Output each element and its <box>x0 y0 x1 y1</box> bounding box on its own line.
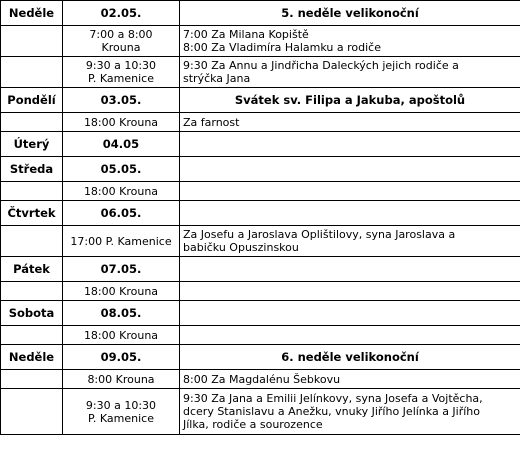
mass-time-place <box>63 226 180 257</box>
day-date: 04.05 <box>63 132 180 157</box>
mass-time-place <box>63 389 180 435</box>
time-line: P. Kamenice <box>88 72 154 85</box>
day-date: 03.05. <box>63 88 180 113</box>
day-header-row <box>1 1 520 26</box>
mass-row <box>1 389 520 435</box>
mass-time-place <box>63 57 180 88</box>
day-header-row <box>1 345 520 370</box>
intention-line: babičku Opuszinskou <box>183 241 299 254</box>
feast-name: Svátek sv. Filipa a Jakuba, apoštolů <box>180 88 520 113</box>
feast-name: 5. neděle velikonoční <box>180 1 520 26</box>
time-line: 9:30 a 10:30 <box>85 398 157 412</box>
mass-time-place <box>63 326 180 345</box>
day-date: 07.05. <box>63 257 180 282</box>
mass-intention <box>180 113 520 132</box>
time-line: 18:00 Krouna <box>83 284 159 298</box>
day-name: Pondělí <box>1 88 63 113</box>
mass-row <box>1 326 520 345</box>
day-header-row <box>1 201 520 226</box>
mass-row <box>1 57 520 88</box>
intention-line <box>183 185 517 198</box>
mass-time-place <box>63 182 180 201</box>
mass-row <box>1 182 520 201</box>
mass-time-place <box>63 113 180 132</box>
empty-cell <box>1 282 63 301</box>
mass-row <box>1 226 520 257</box>
time-line: Krouna <box>101 41 141 54</box>
mass-intention <box>180 370 520 389</box>
intention-line: strýčka Jana <box>183 72 251 85</box>
mass-intention <box>180 26 520 57</box>
mass-time-place <box>63 26 180 57</box>
mass-time-place <box>63 282 180 301</box>
mass-intention <box>180 389 520 435</box>
time-line: 18:00 Krouna <box>83 328 159 342</box>
mass-intention <box>180 226 520 257</box>
mass-row <box>1 370 520 389</box>
intention-line: Za Josefu a Jaroslava Oplištilovy, syna Jaroslava a <box>183 228 456 241</box>
day-name: Neděle <box>1 1 63 26</box>
mass-intention <box>180 326 520 345</box>
day-header-row <box>1 132 520 157</box>
mass-intention <box>180 282 520 301</box>
day-date: 02.05. <box>63 1 180 26</box>
intention-line: dcery Stanislavu a Anežku, vnuky Jiřího Jelínka a Jiřího <box>183 405 481 418</box>
feast-name <box>180 132 520 157</box>
intention-line: 8:00 Za Vladimíra Halamku a rodiče <box>183 41 381 54</box>
empty-cell <box>1 57 63 88</box>
feast-name <box>180 301 520 326</box>
day-name: Čtvrtek <box>1 201 63 226</box>
empty-cell <box>1 226 63 257</box>
day-header-row <box>1 257 520 282</box>
mass-row <box>1 113 520 132</box>
time-line: 8:00 Krouna <box>87 372 155 386</box>
day-date: 06.05. <box>63 201 180 226</box>
time-line: 18:00 Krouna <box>83 115 159 129</box>
intention-line <box>183 329 517 342</box>
mass-row <box>1 26 520 57</box>
intention-line: 7:00 Za Milana Kopiště <box>183 28 309 41</box>
intention-line <box>183 285 517 298</box>
intention-line: 9:30 Za Annu a Jindřicha Daleckých jejich rodiče a <box>183 59 459 72</box>
empty-cell <box>1 326 63 345</box>
empty-cell <box>1 389 63 435</box>
feast-name <box>180 157 520 182</box>
empty-cell <box>1 370 63 389</box>
day-date: 09.05. <box>63 345 180 370</box>
intention-line: Za farnost <box>183 115 240 129</box>
day-header-row <box>1 157 520 182</box>
intention-line: 9:30 Za Jana a Emilii Jelínkovy, syna Josefa a Vojtěcha, <box>183 392 483 405</box>
mass-intention <box>180 182 520 201</box>
time-line: P. Kamenice <box>88 411 154 425</box>
day-header-row <box>1 301 520 326</box>
empty-cell <box>1 182 63 201</box>
empty-cell <box>1 26 63 57</box>
intention-line: Jílka, rodiče a sourozence <box>183 418 323 431</box>
day-name: Sobota <box>1 301 63 326</box>
day-name: Úterý <box>1 132 63 157</box>
time-line: 7:00 a 8:00 <box>89 28 153 41</box>
schedule-body <box>1 1 520 435</box>
day-header-row <box>1 88 520 113</box>
feast-name: 6. neděle velikonoční <box>180 345 520 370</box>
day-date: 05.05. <box>63 157 180 182</box>
empty-cell <box>1 113 63 132</box>
day-name: Středa <box>1 157 63 182</box>
feast-name <box>180 257 520 282</box>
mass-time-place <box>63 370 180 389</box>
time-line: 18:00 Krouna <box>83 184 159 198</box>
day-name: Pátek <box>1 257 63 282</box>
intention-line: 8:00 Za Magdalénu Šebkovu <box>183 372 341 386</box>
feast-name <box>180 201 520 226</box>
day-name: Neděle <box>1 345 63 370</box>
time-line: 9:30 a 10:30 <box>85 59 157 72</box>
time-line: 17:00 P. Kamenice <box>70 234 172 248</box>
day-date: 08.05. <box>63 301 180 326</box>
mass-row <box>1 282 520 301</box>
mass-intention <box>180 57 520 88</box>
